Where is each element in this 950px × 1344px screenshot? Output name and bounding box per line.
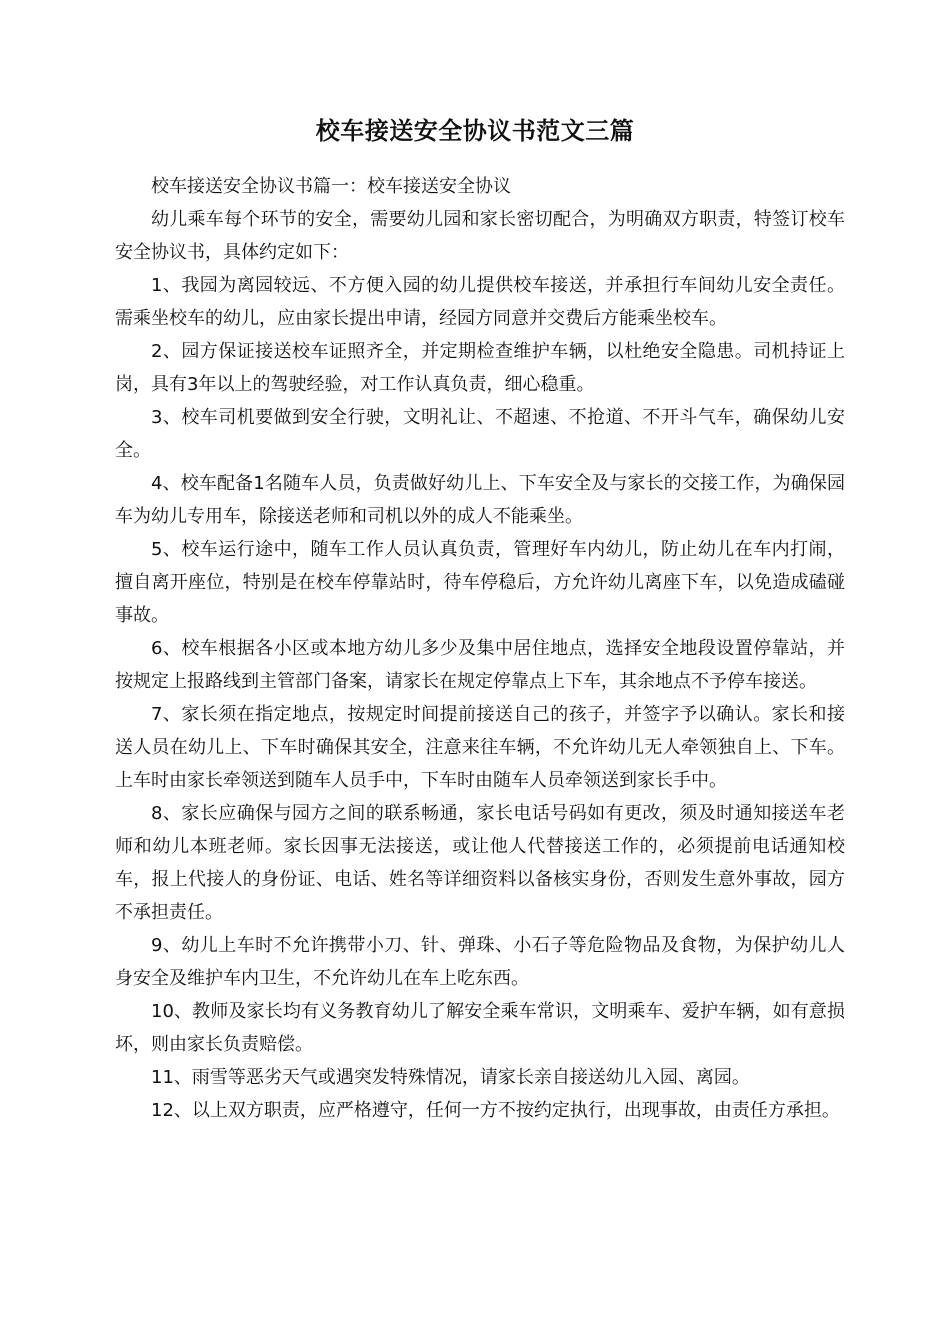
paragraph-clause-11: 11、雨雪等恶劣天气或遇突发特殊情况，请家长亲自接送幼儿入园、离园。 xyxy=(151,1067,750,1088)
paragraph-clause-3: 3、校车司机要做到安全行驶，文明礼让、不超速、不抢道、不开斗气车，确保幼儿安全。 xyxy=(115,407,845,461)
document-body xyxy=(115,170,845,1127)
paragraph-clause-10: 10、教师及家长均有义务教育幼儿了解安全乘车常识，文明乘车、爱护车辆，如有意损坏，则由家长负责赔偿。 xyxy=(115,1001,845,1055)
paragraph-clause-4: 4、校车配备1名随车人员，负责做好幼儿上、下车安全及与家长的交接工作，为确保园车为幼儿专用车，除接送老师和司机以外的成人不能乘坐。 xyxy=(115,473,845,527)
paragraph-clause-5: 5、校车运行途中，随车工作人员认真负责，管理好车内幼儿，防止幼儿在车内打闹，擅自离开座位，特别是在校车停靠站时，待车停稳后，方允许幼儿离座下车，以免造成磕碰事故。 xyxy=(115,539,845,626)
paragraph-clause-8: 8、家长应确保与园方之间的联系畅通，家长电话号码如有更改，须及时通知接送车老师和幼儿本班老师。家长因事无法接送，或让他人代替接送工作的，必须提前电话通知校车，报上代接人的身份证、电话、姓名等详细资料以备核实身份，否则发生意外事故，园方不承担责任。 xyxy=(115,803,845,923)
paragraph-clause-12: 12、以上双方职责，应严格遵守，任何一方不按约定执行，出现事故，由责任方承担。 xyxy=(151,1100,840,1121)
paragraph-clause-9: 9、幼儿上车时不允许携带小刀、针、弹珠、小石子等危险物品及食物，为保护幼儿人身安全及维护车内卫生，不允许幼儿在车上吃东西。 xyxy=(115,935,845,989)
document-title: 校车接送安全协议书范文三篇 xyxy=(315,117,635,145)
paragraph-clause-2: 2、园方保证接送校车证照齐全，并定期检查维护车辆，以杜绝安全隐患。司机持证上岗，具有3年以上的驾驶经验，对工作认真负责，细心稳重。 xyxy=(115,341,845,395)
paragraph-intro: 幼儿乘车每个环节的安全，需要幼儿园和家长密切配合，为明确双方职责，特签订校车安全协议书，具体约定如下： xyxy=(115,209,845,263)
document-subtitle: 校车接送安全协议书篇一：校车接送安全协议 xyxy=(151,176,511,197)
paragraph-clause-6: 6、校车根据各小区或本地方幼儿多少及集中居住地点，选择安全地段设置停靠站，并按规定上报路线到主管部门备案，请家长在规定停靠点上下车，其余地点不予停车接送。 xyxy=(115,638,845,692)
paragraph-clause-1: 1、我园为离园较远、不方便入园的幼儿提供校车接送，并承担行车间幼儿安全责任。需乘坐校车的幼儿，应由家长提出申请，经园方同意并交费后方能乘坐校车。 xyxy=(115,275,845,329)
paragraph-clause-7: 7、家长须在指定地点，按规定时间提前接送自己的孩子，并签字予以确认。家长和接送人员在幼儿上、下车时确保其安全，注意来往车辆，不允许幼儿无人牵领独自上、下车。上车时由家长牵领送到随车人员手中，下车时由随车人员牵领送到家长手中。 xyxy=(115,704,845,791)
